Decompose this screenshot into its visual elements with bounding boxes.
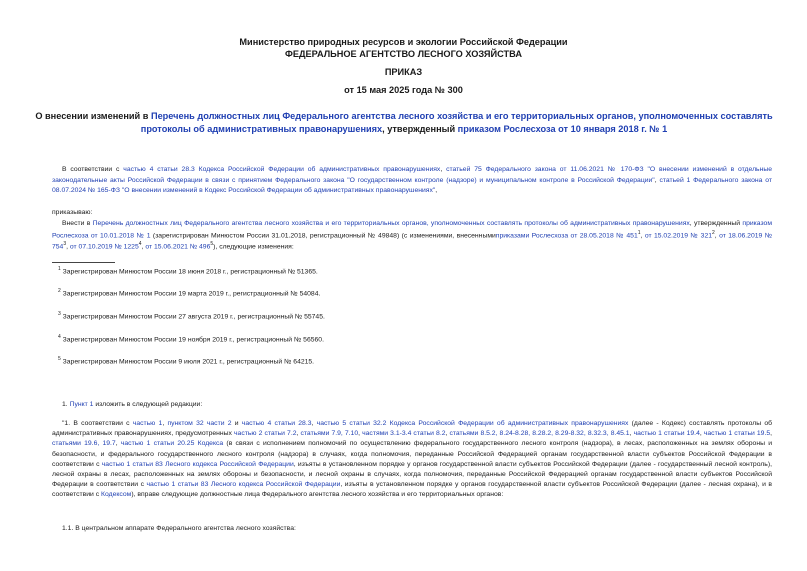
agency-heading: ФЕДЕРАЛЬНОЕ АГЕНТСТВО ЛЕСНОГО ХОЗЯЙСТВА: [285, 49, 522, 59]
quote-link-15[interactable]: Кодексом: [101, 491, 132, 499]
preamble-link-koap[interactable]: частью 4 статьи 28.3 Кодекса Российской Федерации об административных правонарушениях: [123, 166, 441, 173]
order-date-number: от 15 мая 2025 года № 300: [344, 85, 463, 95]
quote-link-12[interactable]: частью 1 статьи 20.25 Кодекса: [120, 440, 224, 448]
footnote-3: $^3$ Зарегистрирован Минюстом России 27 августа 2019 г., регистрационный № 55745.: [58, 311, 325, 321]
quote-link-8[interactable]: статьями 8.5.2, 8.24-8.28, 8.28.2, 8.29-8.32, 8.32.3, 8.45.1: [449, 430, 630, 438]
footnote-1: $^1$ Зарегистрирован Минюстом России 18 июня 2018 г., регистрационный № 51365.: [58, 266, 318, 276]
quote-link-3[interactable]: частью 4 статьи 28.3: [241, 420, 312, 427]
preamble-link-170fz[interactable]: статьей 75 Федерального закона от 11.06.2021 № 170-ФЗ "О внесении изменений в отдельные законодательные акты Российской Федерации в связи с принятием Федерального закона "О государственном контроле (надзоре) и муниципальном контроле в Российской Федерации": [52, 166, 773, 184]
order-word: приказываю:: [52, 209, 93, 216]
quote-link-5[interactable]: частью 2 статьи 7.2: [234, 430, 297, 438]
preamble-link-165fz[interactable]: статьей 1 Федерального закона от 08.07.2024 № 165-ФЗ "О внесении изменений в Кодекс Российской Федерации об административных правонарушениях": [52, 176, 773, 195]
quoted-point-1: "1. В соответствии с частью 1, пунктом 32 части 2 и частью 4 статьи 28.3, частью 5 статьи 32.2 Кодекса Российской Федерации об административных правонарушениях (далее - Кодекс) составлять протоколы об административных правонарушениях, предусмотренных частью 2 статьи 7.2, статьями 7.9, 7.10, частями 3.1-3.4 статьи 8.2, статьями 8.5.2, 8.24-8.28, 8.28.2, 8.29-8.32, 8.32.3, 8.45.1, частью 1 статьи 19.4, частью 1 статьи 19.5, статьями 19.6, 19.7, частью 1 статьи 20.25 Кодекса (в связи с исполнением полномочий по осуществлению федерального государственного лесного контроля (надзора), в лесах, расположенных на землях обороны и безопасности, и федерального государственного лесного контроля (надзора) в случаях, когда полномочия, переданные Российской Федерацией органам государственной власти субъектов Российской Федерации в соответствии с частью 1 статьи 83 Лесного кодекса Российской Федерации, изъяты в установленном порядке у органов государственной власти субъектов Российской Федерации (далее - государственный лесной контроль), лесной охраны в лесах, расположенных на землях обороны и безопасности, и лесной охраны в случаях, когда полномочия, переданные Российской Федерацией органам государственной власти субъектов Российской Федерации в соответствии с частью 1 статьи 83 Лесного кодекса Российской Федерации, изъяты в установленном порядке у органов государственной власти субъектов Российской Федерации (далее - лесная охрана), и в соответствии с Кодексом), вправе следующие должностные лица Федерального агентства лесного хозяйства и его территориальных органов:: [52, 420, 773, 499]
quote-link-9[interactable]: частью 1 статьи 19.4: [633, 430, 700, 438]
quote-link-11[interactable]: статьями 19.6, 19.7: [52, 440, 116, 448]
point-1-1: 1.1. В центральном аппарате Федерального агентства лесного хозяйства:: [62, 525, 296, 532]
order-list-link[interactable]: Перечень должностных лиц Федерального агентства лесного хозяйства и его территориальных органов, уполномоченных составлять протоколы об административных правонарушениях: [92, 220, 690, 227]
amend-link-754[interactable]: от 18.06.2019 № 754: [52, 231, 772, 251]
quote-link-2[interactable]: пунктом 32 части 2: [167, 420, 232, 427]
order-title: О внесении изменений в Перечень должностных лиц Федерального агентства лесного хозяйства и его территориальных органов, уполномоченных составлять протоколы об административных правонарушениях, утвержденный приказом Рослесхоза от 10 января 2018 г. № 1: [35, 111, 773, 134]
quote-link-6[interactable]: статьями 7.9, 7.10: [300, 430, 359, 438]
title-order-link[interactable]: приказом Рослесхоза от 10 января 2018 г. № 1: [457, 123, 668, 134]
amend-link-451[interactable]: приказами Рослесхоза от 28.05.2018 № 451: [495, 231, 638, 239]
ministry-heading: Министерство природных ресурсов и экологии Российской Федерации: [239, 37, 568, 47]
document-type: ПРИКАЗ: [384, 67, 423, 77]
title-list-link[interactable]: Перечень должностных лиц Федерального агентства лесного хозяйства и его территориальных органов, уполномоченных составлять протоколы об административных правонарушениях: [140, 111, 773, 134]
footnote-2: $^2$ Зарегистрирован Минюстом России 19 марта 2019 г., регистрационный № 54084.: [58, 288, 321, 298]
quote-link-10[interactable]: частью 1 статьи 19.5: [703, 430, 771, 438]
footnote-divider: [52, 262, 115, 263]
footnote-5: $^5$ Зарегистрирован Минюстом России 9 июля 2021 г., регистрационный № 64215.: [58, 356, 315, 366]
quote-link-14[interactable]: частью 1 статьи 83 Лесного кодекса Российской Федерации: [146, 481, 341, 489]
amend-link-496[interactable]: от 15.06.2021 № 496: [145, 243, 211, 251]
point-1-link[interactable]: Пункт 1: [69, 401, 94, 408]
order-base-link[interactable]: приказом Рослесхоза от 10.01.2018 № 1: [52, 220, 772, 239]
quote-link-13[interactable]: частью 1 статьи 83 Лесного кодекса Российской Федерации: [101, 460, 294, 468]
footnote-4: $^4$ Зарегистрирован Минюстом России 19 ноября 2019 г., регистрационный № 56560.: [58, 334, 324, 344]
quote-link-7[interactable]: частями 3.1-3.4 статьи 8.2: [362, 430, 446, 438]
preamble-paragraph: В соответствии с частью 4 статьи 28.3 Кодекса Российской Федерации об административных правонарушениях, статьей 75 Федерального закона от 11.06.2021 № 170-ФЗ "О внесении изменений в отдельные законодательные акты Российской Федерации в связи с принятием Федерального закона "О государственном контроле (надзоре) и муниципальном контроле в Российской Федерации", статьей 1 Федерального закона от 08.07.2024 № 165-ФЗ "О внесении изменений в Кодекс Российской Федерации об административных правонарушениях",: [52, 166, 773, 195]
order-paragraph: Внести в Перечень должностных лиц Федерального агентства лесного хозяйства и его территориальных органов, уполномоченных составлять протоколы об административных правонарушениях, утвержденный приказом Рослесхоза от 10.01.2018 № 1 (зарегистрирован Минюстом России 31.01.2018, регистрационный № 49848) (с изменениями, внесеннымиприказами Рослесхоза от 28.05.2018 № $451^1$, от 15.02.2019 № $321^2$, от 18.06.2019 № $754^3$, от 07.10.2019 № 1225$^4$, от 15.06.2021 № $496^5$), следующие изменения:: [52, 220, 772, 251]
point-1: 1. Пункт 1 изложить в следующей редакции:: [62, 401, 203, 408]
amend-link-321[interactable]: от 15.02.2019 № 321: [644, 231, 713, 239]
quote-link-1[interactable]: частью 1: [132, 420, 163, 427]
amend-link-1225[interactable]: от 07.10.2019 № 1225: [69, 243, 139, 251]
quote-link-4[interactable]: частью 5 статьи 32.2 Кодекса Российской Федерации об административных правонарушениях: [316, 420, 629, 427]
